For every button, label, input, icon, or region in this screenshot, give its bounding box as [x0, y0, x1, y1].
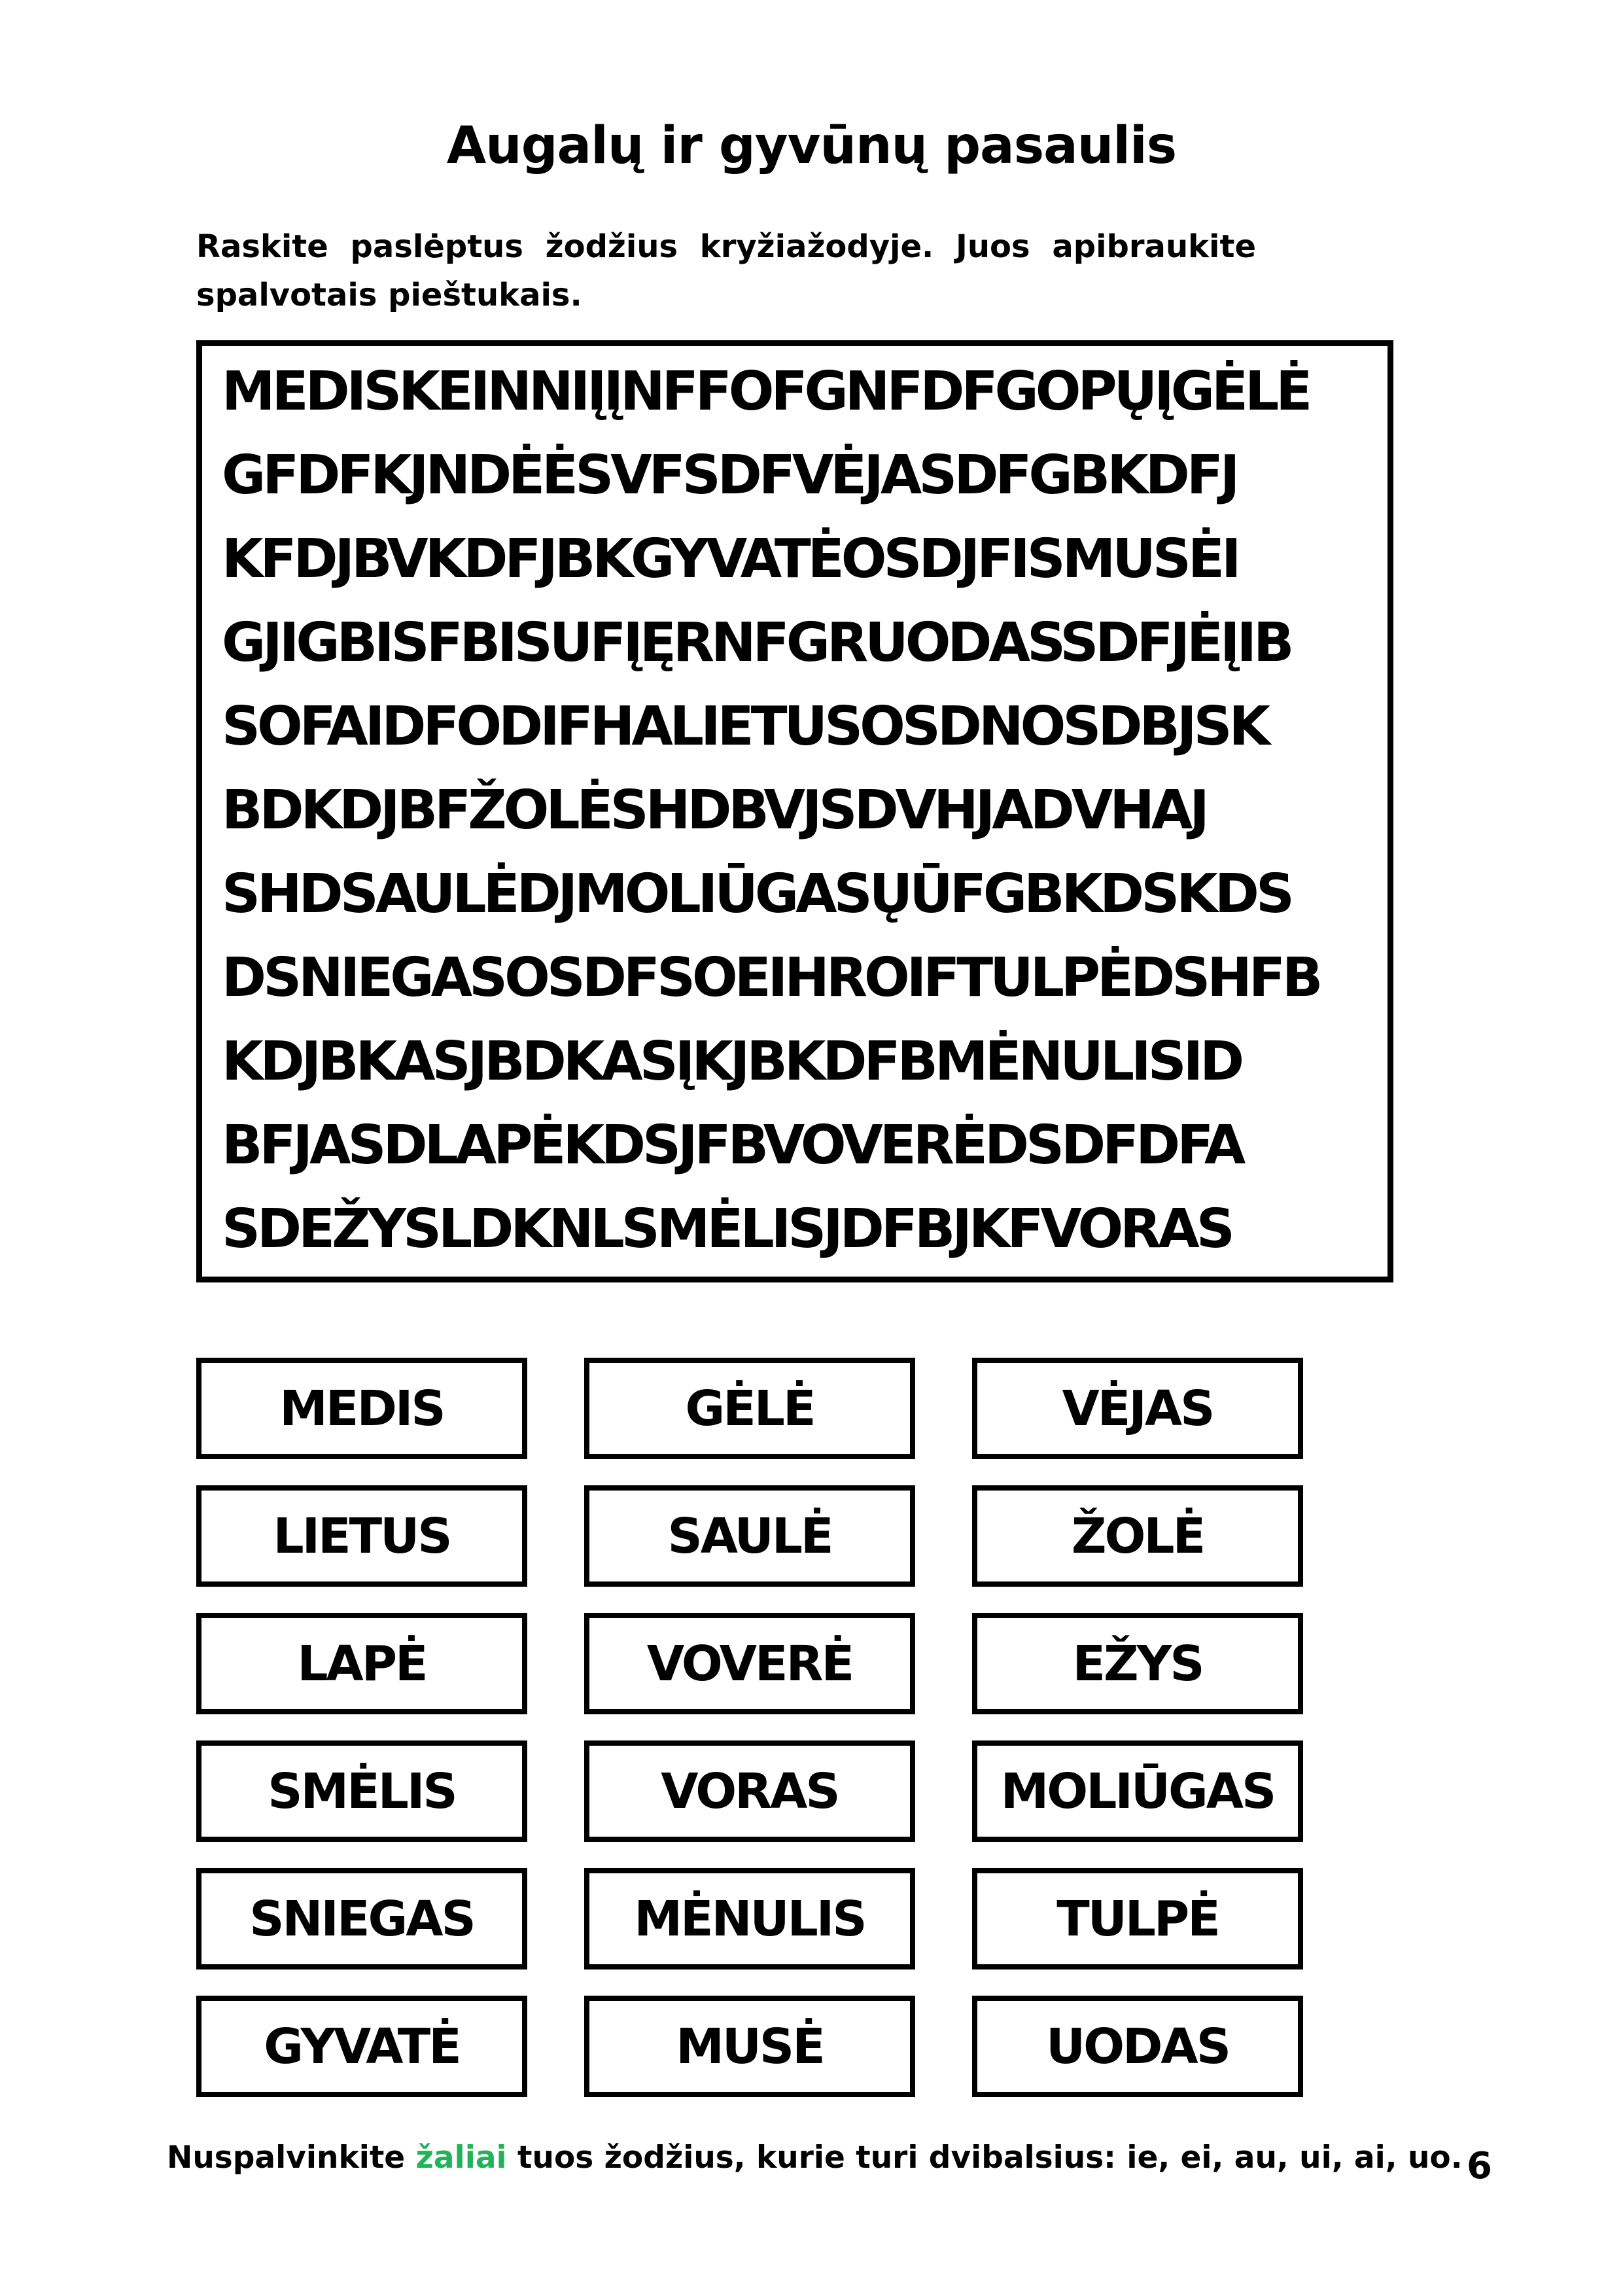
word-box: ŽOLĖ — [972, 1485, 1303, 1587]
word-box: MĖNULIS — [584, 1868, 915, 1969]
word-box: MEDIS — [196, 1358, 527, 1459]
word-box: GĖLĖ — [584, 1358, 915, 1459]
word-box: SAULĖ — [584, 1485, 915, 1587]
grid-row: KFDJBVKDFJBKGYVATĖOSDJFISMUSĖI — [222, 528, 1238, 590]
word-box: MUSĖ — [584, 1996, 915, 2097]
word-box: VĖJAS — [972, 1358, 1303, 1459]
grid-row: KDJBKASJBDKASĮKJBKDFBMĖNULISID — [222, 1031, 1242, 1093]
instructions-text: Raskite paslėptus žodžius kryžiažodyje. Juos apibraukite spalvotais pieštukais. — [196, 228, 1256, 313]
word-box: LAPĖ — [196, 1613, 527, 1714]
grid-row: BDKDJBFŽOLĖSHDBVJSDVHJADVHAJ — [222, 779, 1206, 841]
page-title: Augalų ir gyvūnų pasaulis — [446, 116, 1177, 175]
word-box: VOVERĖ — [584, 1613, 915, 1714]
grid-row: BFJASDLAPĖKDSJFBVOVERĖDSDFDFA — [222, 1114, 1243, 1176]
footer-instruction — [167, 2140, 1463, 2176]
word-box: GYVATĖ — [196, 1996, 527, 2097]
word-box: SMĖLIS — [196, 1740, 527, 1842]
footer-highlight: žaliai — [415, 2140, 507, 2176]
footer-text-start: Nuspalvinkite — [167, 2140, 416, 2176]
word-box: MOLIŪGAS — [972, 1740, 1303, 1842]
word-box: TULPĖ — [972, 1868, 1303, 1969]
grid-row: DSNIEGASOSDFSOEIHROIFTULPĖDSHFB — [222, 947, 1320, 1009]
word-box: LIETUS — [196, 1485, 527, 1587]
word-box: SNIEGAS — [196, 1868, 527, 1969]
grid-row: SHDSAULĖDJMOLIŪGASŲŪFGBKDSKDS — [222, 863, 1291, 925]
page-number: 6 — [1467, 2145, 1492, 2187]
grid-row: SOFAIDFODIFHALIETUSOSDNOSDBJSK — [222, 696, 1268, 758]
grid-row: GFDFKJNDĖĖSVFSDFVĖJASDFGBKDFJ — [222, 444, 1237, 506]
grid-row: SDEŽYSLDKNLSMĖLISJDFBJKFVORAS — [222, 1198, 1232, 1260]
footer-text-end: tuos žodžius, kurie turi dvibalsius: ie, ei, au, ui, ai, uo. — [506, 2140, 1463, 2176]
word-box: EŽYS — [972, 1613, 1303, 1714]
grid-row: MEDISKEINNIĮĮNFFOFGNFDFGOPŲĮGĖLĖ — [222, 361, 1310, 423]
word-box: UODAS — [972, 1996, 1303, 2097]
word-box: VORAS — [584, 1740, 915, 1842]
grid-row: GJIGBISFBISUFĮĘRNFGRUODASSDFJĖĮIB — [222, 612, 1291, 674]
word-search-grid — [196, 340, 1393, 1282]
